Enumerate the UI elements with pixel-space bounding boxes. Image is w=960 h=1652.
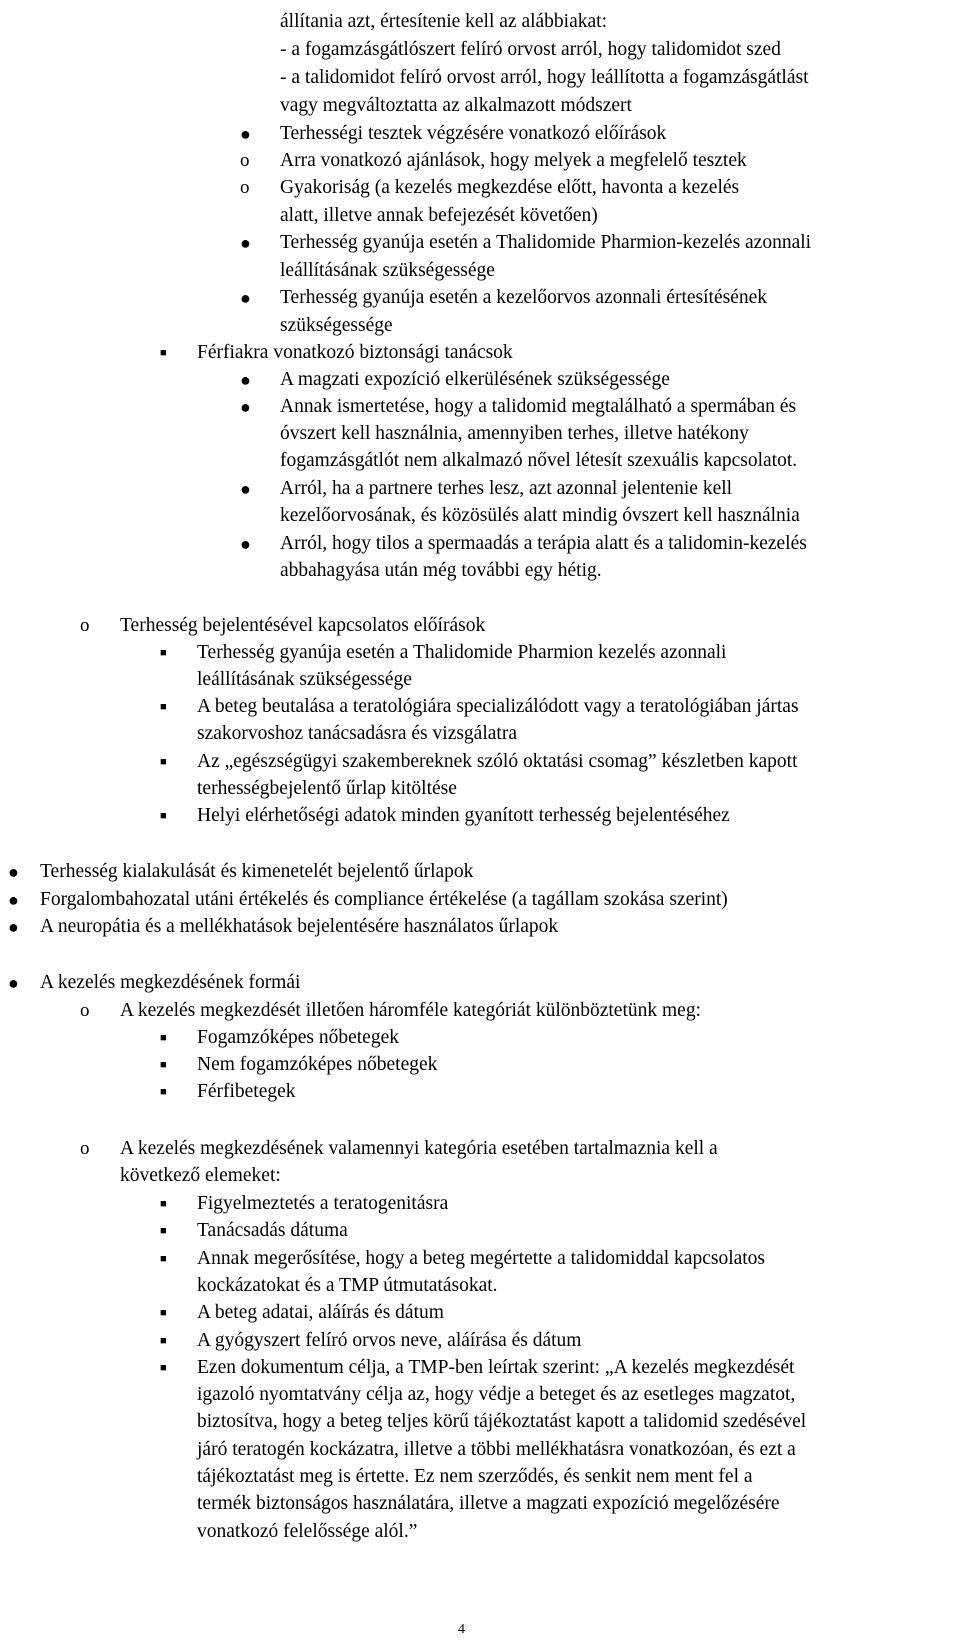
line-text: A kezelés megkezdésének formái: [40, 972, 301, 993]
text-line: [0, 92, 960, 120]
line-text: Fogamzóképes nőbetegek: [197, 1027, 399, 1048]
square-bullet-icon: ■: [160, 1335, 167, 1347]
dot-bullet-icon: ●: [240, 288, 251, 308]
text-line: [0, 366, 960, 394]
line-text: tájékoztatást meg is értette. Ez nem szerződés, és senkit nem ment fel a: [197, 1466, 753, 1487]
text-line: [0, 997, 960, 1025]
line-text: A beteg beutalása a teratológiára specializálódott vagy a teratológiában jártas: [197, 696, 799, 717]
line-text: Helyi elérhetőségi adatok minden gyanított terhesség bejelentéséhez: [197, 805, 730, 826]
line-text: fogamzásgátlót nem alkalmazó nővel létesít szexuális kapcsolatot.: [280, 450, 798, 471]
text-line: [0, 1245, 960, 1273]
circle-bullet-icon: o: [80, 1000, 90, 1021]
text-line: [0, 1024, 960, 1052]
square-bullet-icon: ■: [160, 647, 167, 659]
line-text: Az „egészségügyi szakembereknek szóló oktatási csomag” készletben kapott: [197, 751, 798, 772]
text-line: [0, 1078, 960, 1106]
dot-bullet-icon: ●: [240, 233, 251, 253]
text-line: [0, 720, 960, 748]
text-line: [0, 1051, 960, 1079]
text-line: [0, 1463, 960, 1491]
line-text: A kezelés megkezdését illetően háromféle kategóriát különböztetünk meg:: [120, 1000, 701, 1021]
text-line: [0, 174, 960, 202]
text-line: [0, 420, 960, 448]
text-line: [0, 1381, 960, 1409]
line-text: terhességbejelentő űrlap kitöltése: [197, 778, 457, 799]
circle-bullet-icon: o: [240, 150, 250, 171]
text-line: [0, 639, 960, 667]
text-line: [0, 1327, 960, 1355]
line-text: vonatkozó felelőssége alól.”: [197, 1521, 418, 1542]
text-line: [0, 257, 960, 285]
square-bullet-icon: ■: [160, 1198, 167, 1210]
line-text: Ezen dokumentum célja, a TMP-ben leírtak szerint: „A kezelés megkezdését: [197, 1357, 795, 1378]
line-text: Terhességi tesztek végzésére vonatkozó előírások: [280, 123, 667, 144]
text-line: [0, 475, 960, 503]
text-line: [0, 1518, 960, 1546]
line-text: Nem fogamzóképes nőbetegek: [197, 1054, 438, 1075]
text-line: [0, 1162, 960, 1190]
line-text: biztosítva, hogy a beteg teljes körű tájékoztatást kapott a talidomid szedésével: [197, 1411, 807, 1432]
line-text: Arról, hogy tilos a spermaadás a terápia alatt és a talidomin-kezelés: [280, 533, 807, 554]
square-bullet-icon: ■: [160, 810, 167, 822]
text-line: [0, 284, 960, 312]
line-text: Annak megerősítése, hogy a beteg megértette a talidomiddal kapcsolatos: [197, 1248, 766, 1269]
dot-bullet-icon: ●: [8, 890, 19, 910]
text-line: [0, 339, 960, 367]
text-line: [0, 1354, 960, 1382]
line-text: abbahagyása után még további egy hétig.: [280, 560, 602, 581]
text-line: [0, 693, 960, 721]
line-text: leállításának szükségessége: [197, 669, 412, 690]
line-text: Terhesség gyanúja esetén a Thalidomide Pharmion kezelés azonnali: [197, 642, 727, 663]
line-text: következő elemeket:: [120, 1165, 281, 1186]
text-line: [0, 1190, 960, 1218]
text-line: [0, 1217, 960, 1245]
circle-bullet-icon: o: [80, 615, 90, 636]
line-text: Férfibetegek: [197, 1081, 296, 1102]
line-text: vagy megváltoztatta az alkalmazott módszert: [280, 95, 632, 116]
line-text: - a fogamzásgátlószert felíró orvost arról, hogy talidomidot szed: [280, 39, 781, 60]
text-line: [0, 64, 960, 92]
dot-bullet-icon: ●: [240, 397, 251, 417]
text-line: [0, 913, 960, 941]
text-line: [0, 530, 960, 558]
line-text: - a talidomidot felíró orvost arról, hogy leállította a fogamzásgátlást: [280, 67, 809, 88]
line-text: járó teratogén kockázatra, illetve a többi mellékhatásra vonatkozóan, és ezt a: [197, 1439, 796, 1460]
text-line: [0, 120, 960, 148]
text-line: [0, 557, 960, 585]
text-line: [0, 502, 960, 530]
text-line: [0, 36, 960, 64]
line-text: Terhesség bejelentésével kapcsolatos előírások: [120, 615, 486, 636]
line-text: alatt, illetve annak befejezését követően): [280, 205, 598, 226]
line-text: A gyógyszert felíró orvos neve, aláírása és dátum: [197, 1330, 582, 1351]
line-text: Tanácsadás dátuma: [197, 1220, 348, 1241]
dot-bullet-icon: ●: [8, 862, 19, 882]
line-text: kockázatokat és a TMP útmutatásokat.: [197, 1275, 498, 1296]
square-bullet-icon: ■: [160, 1059, 167, 1071]
text-line: [0, 802, 960, 830]
text-line: [0, 775, 960, 803]
line-text: óvszert kell használnia, amennyiben terhes, illetve hatékony: [280, 423, 749, 444]
dot-bullet-icon: ●: [8, 917, 19, 937]
line-text: Terhesség kialakulását és kimenetelét bejelentő űrlapok: [40, 861, 474, 882]
line-text: szakorvoshoz tanácsadásra és vizsgálatra: [197, 723, 517, 744]
text-line: [0, 886, 960, 914]
square-bullet-icon: ■: [160, 756, 167, 768]
line-text: A beteg adatai, aláírás és dátum: [197, 1302, 444, 1323]
line-text: Arról, ha a partnere terhes lesz, azt azonnal jelentenie kell: [280, 478, 733, 499]
line-text: Férfiakra vonatkozó biztonsági tanácsok: [197, 342, 513, 363]
square-bullet-icon: ■: [160, 1225, 167, 1237]
text-line: [0, 1408, 960, 1436]
line-text: Gyakoriság (a kezelés megkezdése előtt, havonta a kezelés: [280, 177, 740, 198]
text-line: [0, 393, 960, 421]
line-text: A magzati expozíció elkerülésének szükségessége: [280, 369, 670, 390]
text-line: [0, 1436, 960, 1464]
dot-bullet-icon: ●: [8, 973, 19, 993]
line-text: Terhesség gyanúja esetén a kezelőorvos azonnali értesítésének: [280, 287, 768, 308]
text-line: [0, 748, 960, 776]
line-text: kezelőorvosának, és közösülés alatt mindig óvszert kell használnia: [280, 505, 800, 526]
text-line: [0, 1135, 960, 1163]
square-bullet-icon: ■: [160, 1032, 167, 1044]
line-text: Terhesség gyanúja esetén a Thalidomide Pharmion-kezelés azonnali: [280, 232, 812, 253]
text-line: [0, 447, 960, 475]
circle-bullet-icon: o: [80, 1138, 90, 1159]
text-line: [0, 666, 960, 694]
text-line: [0, 969, 960, 997]
square-bullet-icon: ■: [160, 1253, 167, 1265]
text-line: [0, 202, 960, 230]
line-text: igazoló nyomtatvány célja az, hogy védje a beteget és az esetleges magzatot,: [197, 1384, 796, 1405]
square-bullet-icon: ■: [160, 1086, 167, 1098]
text-line: [0, 1272, 960, 1300]
line-text: leállításának szükségessége: [280, 260, 495, 281]
dot-bullet-icon: ●: [240, 479, 251, 499]
page-number: 4: [458, 1622, 465, 1637]
text-line: [0, 1299, 960, 1327]
text-line: [0, 229, 960, 257]
line-text: A kezelés megkezdésének valamennyi kategória esetében tartalmaznia kell a: [120, 1138, 718, 1159]
text-line: [0, 8, 960, 36]
dot-bullet-icon: ●: [240, 534, 251, 554]
line-text: Figyelmeztetés a teratogenitásra: [197, 1193, 449, 1214]
text-line: [0, 312, 960, 340]
line-text: Forgalombahozatal utáni értékelés és compliance értékelése (a tagállam szokása szerint): [40, 889, 728, 910]
text-line: [0, 612, 960, 640]
line-text: A neuropátia és a mellékhatások bejelentésére használatos űrlapok: [40, 916, 559, 937]
line-text: állítania azt, értesítenie kell az alábbiakat:: [280, 11, 607, 32]
line-text: szükségessége: [280, 315, 393, 336]
line-text: Arra vonatkozó ajánlások, hogy melyek a megfelelő tesztek: [280, 150, 747, 171]
text-line: [0, 147, 960, 175]
text-line: [0, 858, 960, 886]
square-bullet-icon: ■: [160, 1362, 167, 1374]
text-line: [0, 1490, 960, 1518]
dot-bullet-icon: ●: [240, 124, 251, 144]
dot-bullet-icon: ●: [240, 370, 251, 390]
square-bullet-icon: ■: [160, 1307, 167, 1319]
square-bullet-icon: ■: [160, 701, 167, 713]
line-text: Annak ismertetése, hogy a talidomid megtalálható a spermában és: [280, 396, 797, 417]
line-text: termék biztonságos használatára, illetve a magzati expozíció megelőzésére: [197, 1493, 780, 1514]
circle-bullet-icon: o: [240, 177, 250, 198]
square-bullet-icon: ■: [160, 347, 167, 359]
